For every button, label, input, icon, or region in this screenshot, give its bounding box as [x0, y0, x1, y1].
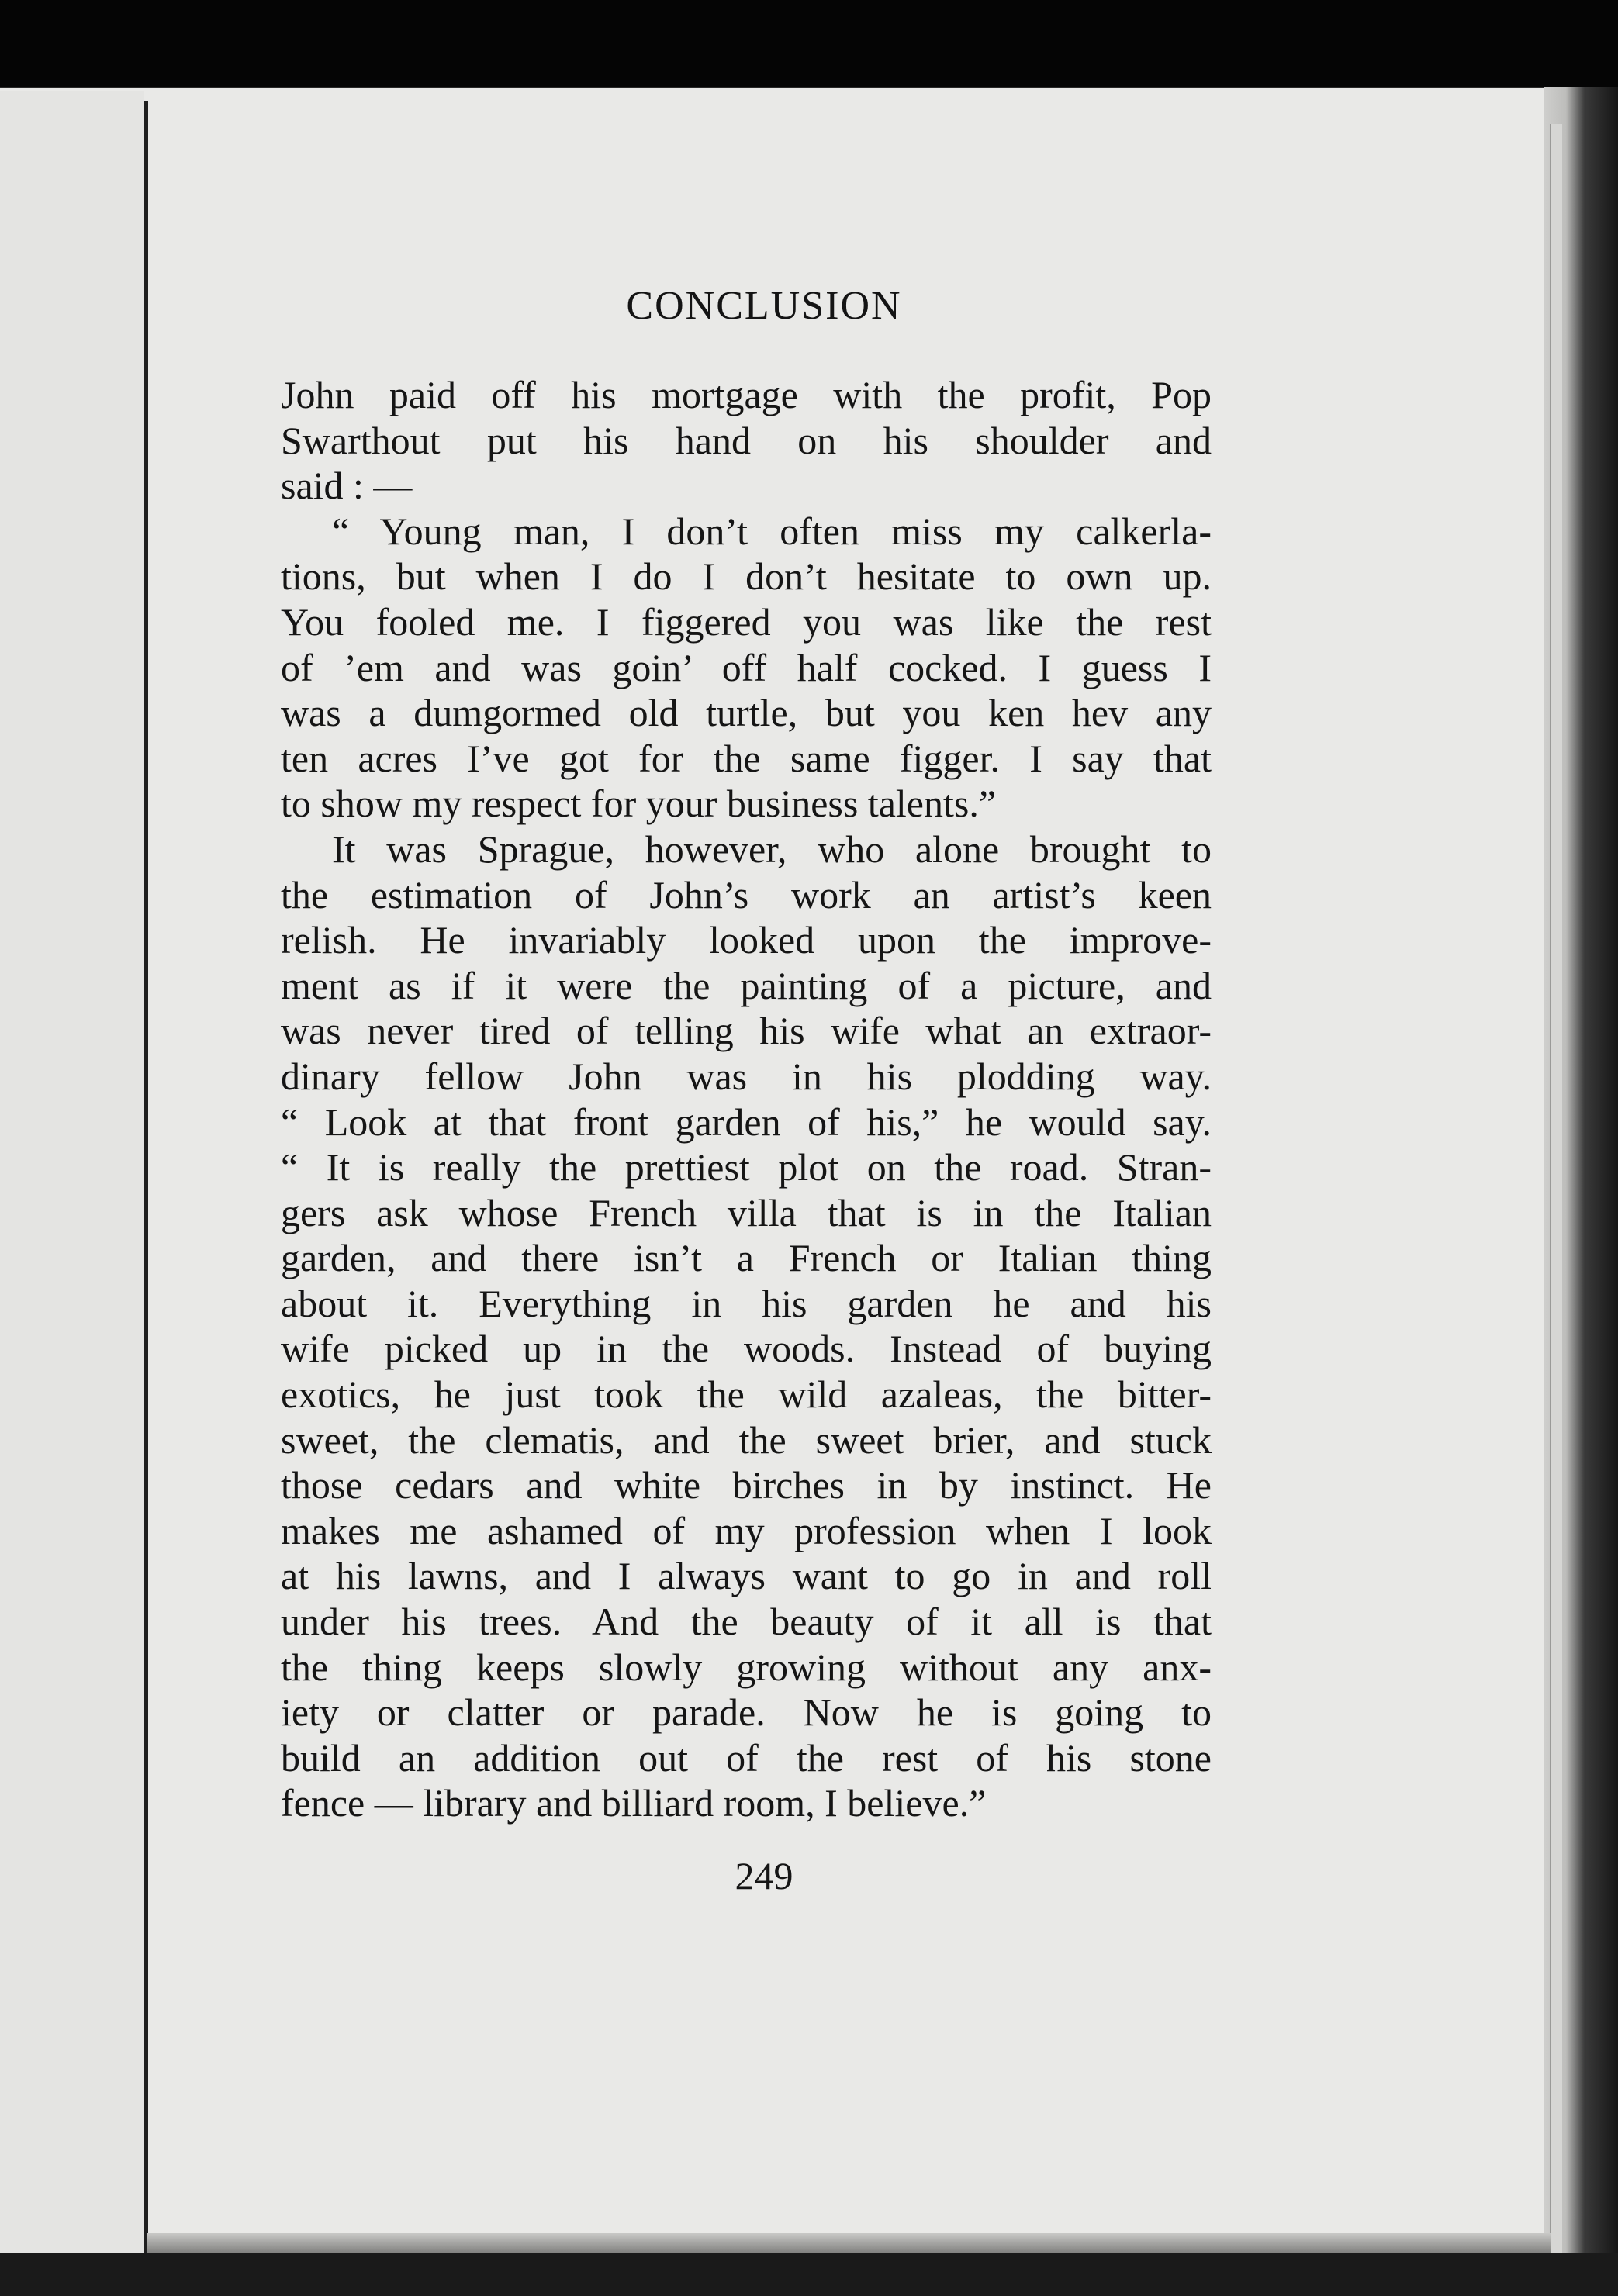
text-line: the thing keeps slowly growing without any anx-: [281, 1645, 1212, 1689]
page-left-margin: [0, 91, 144, 2255]
text-line: of ’em and was goin’ off half cocked. I guess I: [281, 645, 1212, 689]
text-line: Swarthout put his hand on his shoulder and: [281, 418, 1212, 462]
text-line: fence — library and billiard room, I believe.”: [281, 1781, 987, 1825]
text-line: John paid off his mortgage with the profit, Pop: [281, 373, 1212, 416]
text-line: It was Sprague, however, who alone brought to: [332, 827, 1212, 871]
text-line: under his trees. And the beauty of it all is that: [281, 1600, 1212, 1644]
text-line: dinary fellow John was in his plodding way.: [281, 1054, 1212, 1098]
text-line: said : —: [281, 464, 413, 508]
text-line: “ Young man, I don’t often miss my calkerla-: [332, 509, 1212, 553]
text-line: ment as if it were the painting of a picture, and: [281, 963, 1212, 1007]
text-line: to show my respect for your business talents.”: [281, 782, 997, 826]
text-line: wife picked up in the woods. Instead of buying: [281, 1327, 1212, 1371]
text-line: those cedars and white birches in by instinct. He: [281, 1463, 1212, 1507]
text-line: about it. Everything in his garden he and his: [281, 1281, 1212, 1325]
text-line: exotics, he just took the wild azaleas, the bitter-: [281, 1372, 1212, 1417]
text-line: build an addition out of the rest of his stone: [281, 1735, 1212, 1780]
page-stack-edge: [1550, 124, 1562, 2264]
body-text: [281, 372, 1212, 1826]
text-line: relish. He invariably looked upon the improve-: [281, 918, 1212, 962]
running-head: CONCLUSION: [626, 284, 902, 328]
text-line: sweet, the clematis, and the sweet brier, and stuck: [281, 1417, 1212, 1462]
text-line: at his lawns, and I always want to go in and roll: [281, 1554, 1212, 1598]
binding-edge-line: [144, 101, 148, 2256]
scan-bottom-border: [0, 2253, 1618, 2296]
text-line: tions, but when I do I don’t hesitate to own up.: [281, 554, 1212, 599]
page-bottom-edge: [147, 2233, 1551, 2255]
text-line: was a dumgormed old turtle, but you ken hev any: [281, 691, 1212, 735]
text-line: You fooled me. I figgered you was like the rest: [281, 599, 1212, 644]
scan-top-border: [0, 0, 1618, 91]
text-line: was never tired of telling his wife what an extraor-: [281, 1009, 1212, 1053]
text-line: iety or clatter or parade. Now he is going to: [281, 1690, 1212, 1735]
text-line: “ Look at that front garden of his,” he would say.: [281, 1100, 1212, 1144]
text-line: gers ask whose French villa that is in the Italian: [281, 1190, 1212, 1234]
text-line: garden, and there isn’t a French or Italian thing: [281, 1236, 1212, 1280]
text-line: ten acres I’ve got for the same figger. I say that: [281, 736, 1212, 780]
text-line: “ It is really the prettiest plot on the road. Stran-: [281, 1145, 1212, 1189]
text-line: the estimation of John’s work an artist’s keen: [281, 872, 1212, 917]
page-number: 249: [735, 1854, 793, 1897]
text-line: makes me ashamed of my profession when I look: [281, 1508, 1212, 1552]
